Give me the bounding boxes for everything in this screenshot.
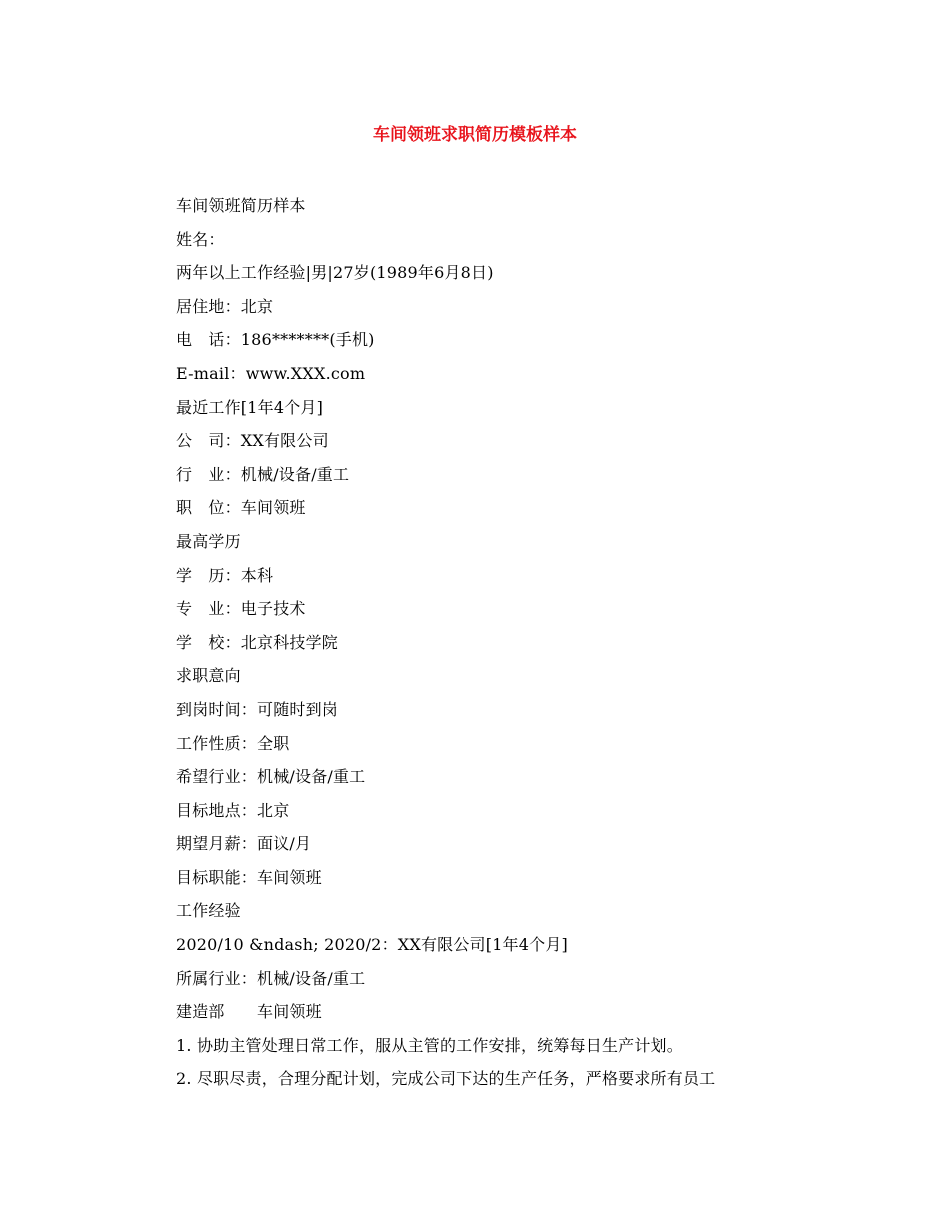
experience-industry-line: 所属行业：机械/设备/重工 <box>176 968 366 988</box>
section-heading-recent-work: 最近工作[1年4个月] <box>176 397 324 417</box>
availability-line: 到岗时间：可随时到岗 <box>176 699 339 719</box>
experience-period-line: 2020/10 &ndash; 2020/2：XX有限公司[1年4个月] <box>176 935 568 955</box>
company-line: 公 司：XX有限公司 <box>176 431 329 451</box>
degree-line: 学 历：本科 <box>176 565 274 585</box>
major-line: 专 业：电子技术 <box>176 599 306 619</box>
desired-industry-line: 希望行业：机械/设备/重工 <box>176 767 366 787</box>
target-location-line: 目标地点：北京 <box>176 800 290 820</box>
residence-line: 居住地：北京 <box>176 296 274 316</box>
document-title: 车间领班求职简历模板样本 <box>373 125 577 145</box>
target-function-line: 目标职能：车间领班 <box>176 867 322 887</box>
industry-line: 行 业：机械/设备/重工 <box>176 464 350 484</box>
duty-item-2: 2. 尽职尽责，合理分配计划，完成公司下达的生产任务，严格要求所有员工 <box>176 1069 716 1089</box>
name-line: 姓名： <box>176 229 225 249</box>
phone-line: 电 话：186*******(手机) <box>176 330 375 350</box>
section-heading-education: 最高学历 <box>176 531 241 551</box>
resume-body <box>176 194 876 1101</box>
section-heading-job-intention: 求职意向 <box>176 666 241 686</box>
expected-salary-line: 期望月薪：面议/月 <box>176 834 312 854</box>
duty-item-1: 1. 协助主管处理日常工作，服从主管的工作安排，统筹每日生产计划。 <box>176 1035 683 1055</box>
job-type-line: 工作性质：全职 <box>176 733 290 753</box>
section-heading-resume-sample: 车间领班简历样本 <box>176 196 306 215</box>
position-line: 职 位：车间领班 <box>176 498 306 518</box>
email-line: E-mail：www.XXX.com <box>176 363 366 383</box>
summary-line: 两年以上工作经验|男|27岁(1989年6月8日) <box>176 263 494 283</box>
school-line: 学 校：北京科技学院 <box>176 632 339 652</box>
department-role-line: 建造部 车间领班 <box>176 1002 322 1022</box>
section-heading-work-experience: 工作经验 <box>176 901 241 921</box>
